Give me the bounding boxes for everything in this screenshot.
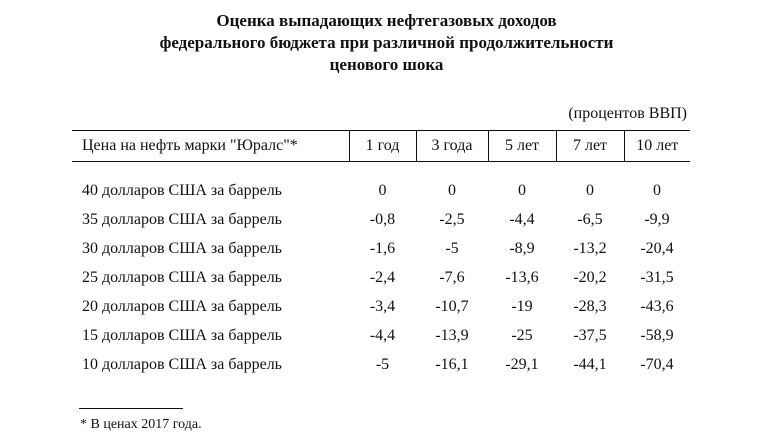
- table-cell: -5: [445, 239, 459, 257]
- table-header-row: [72, 131, 690, 162]
- table-cell: -13,9: [435, 326, 469, 344]
- table-cell: -4,4: [509, 210, 535, 228]
- table-cell: -2,4: [369, 268, 396, 286]
- column-header-price: Цена на нефть марки "Юралс"*: [72, 131, 349, 162]
- table-cell: -28,3: [573, 297, 607, 315]
- table-row: [72, 205, 690, 234]
- column-header-7-years: 7 лет: [556, 131, 624, 162]
- table-cell: 0: [378, 181, 387, 199]
- table-cell: -70,4: [640, 355, 674, 373]
- table-cell: -1,6: [369, 239, 396, 257]
- table-cell: -2,5: [439, 210, 465, 228]
- table-cell: -7,6: [439, 268, 465, 286]
- column-header-10-years: 10 лет: [624, 131, 690, 162]
- table-cell: 0: [586, 181, 594, 199]
- table-cell: 0: [653, 181, 661, 199]
- table-cell: -31,5: [640, 268, 674, 286]
- table-cell: -19: [511, 297, 533, 315]
- units-note: (процентов ВВП): [568, 105, 687, 122]
- table-cell: -5: [375, 355, 390, 373]
- table-cell: -13,2: [573, 239, 607, 257]
- title-line-3: ценового шока: [329, 55, 444, 74]
- row-label: 35 долларов США за баррель: [82, 210, 282, 228]
- page-title: [0, 10, 773, 76]
- row-label: 15 долларов США за баррель: [82, 326, 282, 344]
- table-cell: -20,4: [640, 239, 674, 257]
- row-label: 20 долларов США за баррель: [82, 297, 282, 315]
- row-label: 40 долларов США за баррель: [82, 181, 282, 199]
- footnote-divider: [79, 408, 183, 409]
- column-header-5-years: 5 лет: [488, 131, 556, 162]
- table-row: [72, 234, 690, 263]
- table-cell: -58,9: [640, 326, 674, 344]
- row-label: 25 долларов США за баррель: [82, 268, 282, 286]
- table-cell: -4,4: [369, 326, 396, 344]
- column-header-1-year: 1 год: [349, 131, 416, 162]
- table-cell: -25: [511, 326, 533, 344]
- table-cell: 0: [448, 181, 456, 199]
- table-cell: -0,8: [369, 210, 396, 228]
- footnote: * В ценах 2017 года.: [80, 417, 202, 432]
- table-cell: -16,1: [435, 355, 469, 373]
- table-cell: -8,9: [509, 239, 535, 257]
- table-row: [72, 176, 690, 205]
- table-row: [72, 263, 690, 292]
- table-cell: -10,7: [435, 297, 469, 315]
- table-cell: -9,9: [644, 210, 670, 228]
- title-line-2: федерального бюджета при различной продолжительности: [159, 33, 614, 52]
- title-line-1: Оценка выпадающих нефтегазовых доходов: [216, 11, 557, 30]
- table-cell: -44,1: [573, 355, 607, 373]
- table-cell: -3,4: [369, 297, 396, 315]
- table-cell: -37,5: [573, 326, 607, 344]
- table-row: [72, 321, 690, 350]
- table-cell: -29,1: [505, 355, 539, 373]
- column-header-3-years: 3 года: [416, 131, 488, 162]
- table-cell: -13,6: [505, 268, 539, 286]
- table-row: [72, 350, 690, 379]
- row-label: 30 долларов США за баррель: [82, 239, 282, 257]
- table-cell: -6,5: [577, 210, 603, 228]
- table-row: [72, 292, 690, 321]
- row-label: 10 долларов США за баррель: [82, 355, 282, 373]
- table-cell: -20,2: [573, 268, 607, 286]
- data-table: [72, 130, 690, 379]
- table-cell: 0: [518, 181, 526, 199]
- table-cell: -43,6: [640, 297, 674, 315]
